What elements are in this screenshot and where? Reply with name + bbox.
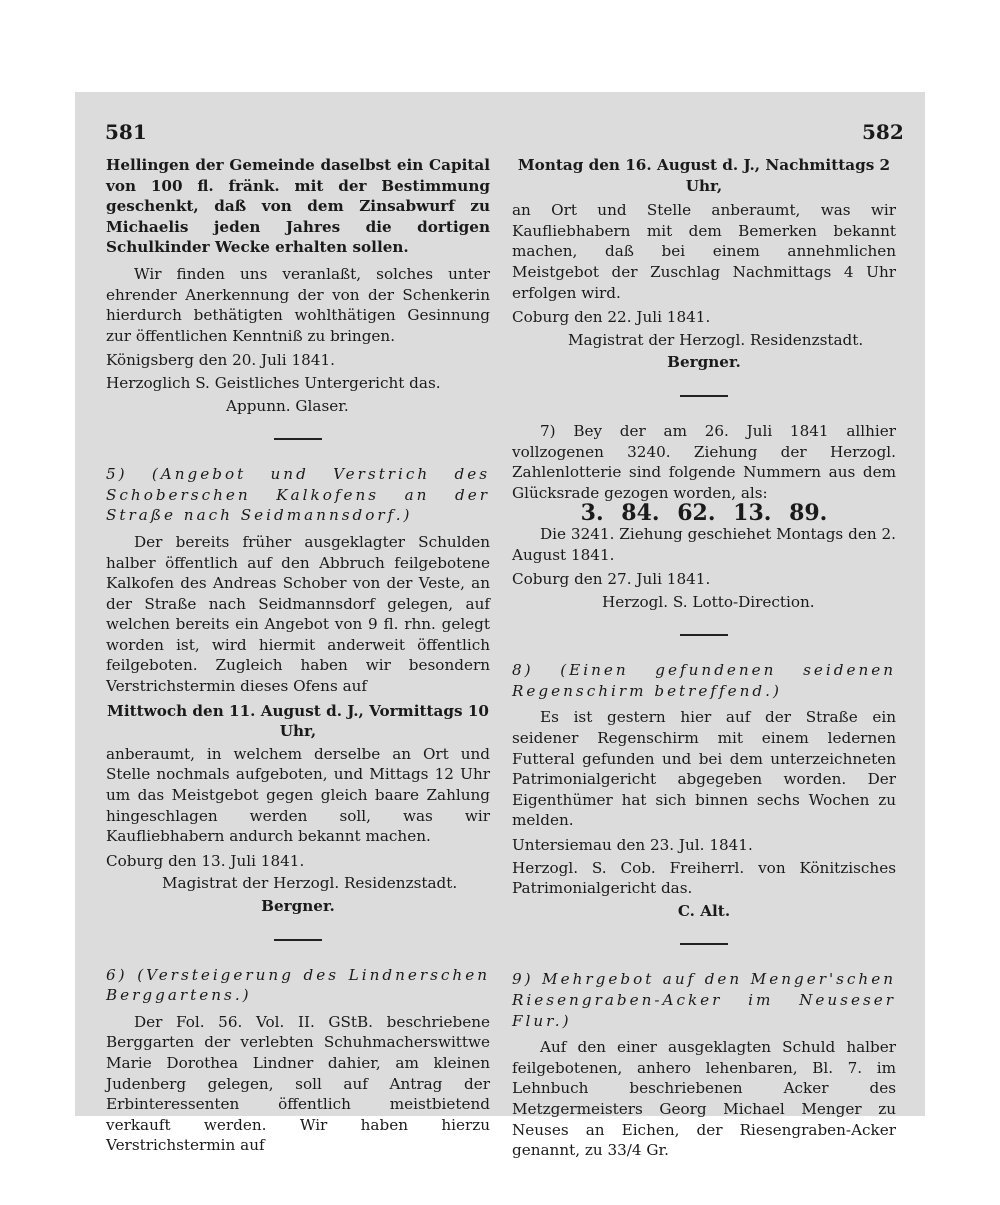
section-6-body: Der Fol. 56. Vol. II. GStB. beschriebene Berggarten der verlebten Schuhmacherswittwe Marie Dorothea Lindner dahier, am kleinen Judenberg gelegen, soll auf Antrag der Erbinteressenten öffentlich meistbietend verkauft werden. Wir haben hierzu Verstrichstermin auf xyxy=(106,1012,490,1155)
section-8-body: Es ist gestern hier auf der Straße ein seidener Regenschirm mit einem ledernen Futteral gefunden und bei dem unterzeichneten Patrimonialgericht abgegeben worden. Der Eigenthümer hat sich binnen sechs Wochen zu melden. xyxy=(512,708,896,830)
place-date: Königsberg den 20. Juli 1841. xyxy=(106,351,335,370)
section-8-signature: C. Alt. xyxy=(677,901,731,920)
section-rule xyxy=(274,438,322,440)
auction-date: Montag den 16. August d. J., Nachmittags 2 Uhr, xyxy=(517,156,891,195)
section-8-authority: Herzogl. S. Cob. Freiherrl. von Könitzisches Patrimonialgericht das. xyxy=(512,858,896,898)
section-5-body: Der bereits früher ausgeklagter Schulden halber öffentlich auf den Abbruch feilgebotene Kalkofen des Andreas Schober von der Veste, an der Straße nach Seidmannsdorf gelegen, auf welchen bereits ein Angebot von 9 fl. rhn. gelegt worden ist, wird hiermit anderweit öffentlich feilgeboten. Zugleich haben wir besondern Verstrichstermin dieses Ofens auf xyxy=(106,532,490,696)
notice-paragraph: Wir finden uns veranlaßt, solches unter ehrender Anerkennung der von der Schenkerin hierdurch bethätigten wohlthätigen Gesinnung zur öffentlichen Kenntniß zu bringen. xyxy=(106,264,490,345)
section-7-body: 7) Bey der am 26. Juli 1841 allhier vollzogenen 3240. Ziehung der Herzogl. Zahlenlotterie sind folgende Nummern aus dem Glücksrade gezogen worden, als: xyxy=(512,421,896,502)
section-5-place: Coburg den 13. Juli 1841. xyxy=(106,851,305,870)
signatures: Appunn. Glaser. xyxy=(226,396,349,415)
auction-authority: Magistrat der Herzogl. Residenzstadt. xyxy=(568,330,864,349)
section-9-body: Auf den einer ausgeklagten Schuld halber feilgebotenen, anhero lehenbaren, Bl. 7. im Lehnbuch beschriebenen Acker des Metzgermeisters Georg Michael Menger zu Neuses an Eichen, der Riesengraben-Acker genannt, zu 33/4 Gr. xyxy=(512,1038,896,1160)
page-number-right: 582 xyxy=(862,120,904,144)
section-rule xyxy=(680,943,728,945)
lottery-numbers: 3. 84. 62. 13. 89. xyxy=(580,500,828,527)
auction-place: Coburg den 22. Juli 1841. xyxy=(512,308,711,327)
section-8-heading: 8) (Einen gefundenen seidenen Regenschirm betreffend.) xyxy=(512,661,896,700)
section-5-heading: 5) (Angebot und Verstrich des Schoberschen Kalkofens an der Straße nach Seidmannsdorf.) xyxy=(106,465,490,525)
auction-body: an Ort und Stelle anberaumt, was wir Kaufliebhabern mit dem Bemerken bekannt machen, daß bei einem annehmlichen Meistgebot der Zuschlag Nachmittags 4 Uhr erfolgen wird. xyxy=(512,201,896,302)
section-rule xyxy=(680,634,728,636)
page-number-left: 581 xyxy=(105,120,147,144)
authority-line: Herzoglich S. Geistliches Untergericht das. xyxy=(106,373,441,392)
section-9-heading: 9) Mehrgebot auf den Menger'schen Riesengraben-Acker im Neuseser Flur.) xyxy=(512,970,896,1030)
section-7-authority: Herzogl. S. Lotto-Direction. xyxy=(602,592,815,611)
auction-signature: Bergner. xyxy=(667,353,741,372)
section-8-place: Untersiemau den 23. Jul. 1841. xyxy=(512,836,753,855)
section-rule xyxy=(274,939,322,941)
section-7-place: Coburg den 27. Juli 1841. xyxy=(512,570,711,589)
intro-paragraph: Hellingen der Gemeinde daselbst ein Capital von 100 fl. fränk. mit der Bestimmung geschenkt, daß von dem Zinsabwurf zu Michaelis jeden Jahres die dortigen Schulkinder Wecke erhalten sollen. xyxy=(106,156,490,257)
left-column xyxy=(106,115,490,1156)
section-7-next-draw: Die 3241. Ziehung geschiehet Montags den 2. August 1841. xyxy=(512,524,896,564)
section-6-heading: 6) (Versteigerung des Lindnerschen Berggartens.) xyxy=(106,965,490,1005)
section-5-date: Mittwoch den 11. August d. J., Vormittags 10 Uhr, xyxy=(107,701,489,741)
section-5-authority: Magistrat der Herzogl. Residenzstadt. xyxy=(162,874,458,893)
right-column xyxy=(512,115,896,1161)
section-5-signature: Bergner. xyxy=(261,897,335,915)
section-rule xyxy=(680,395,728,397)
section-5-body-cont: anberaumt, in welchem derselbe an Ort und Stelle nochmals aufgeboten, und Mittags 12 Uhr um das Meistgebot gegen gleich baare Zahlung hingeschlagen werden soll, was wir Kaufliebhabern andurch bekannt machen. xyxy=(106,744,490,846)
